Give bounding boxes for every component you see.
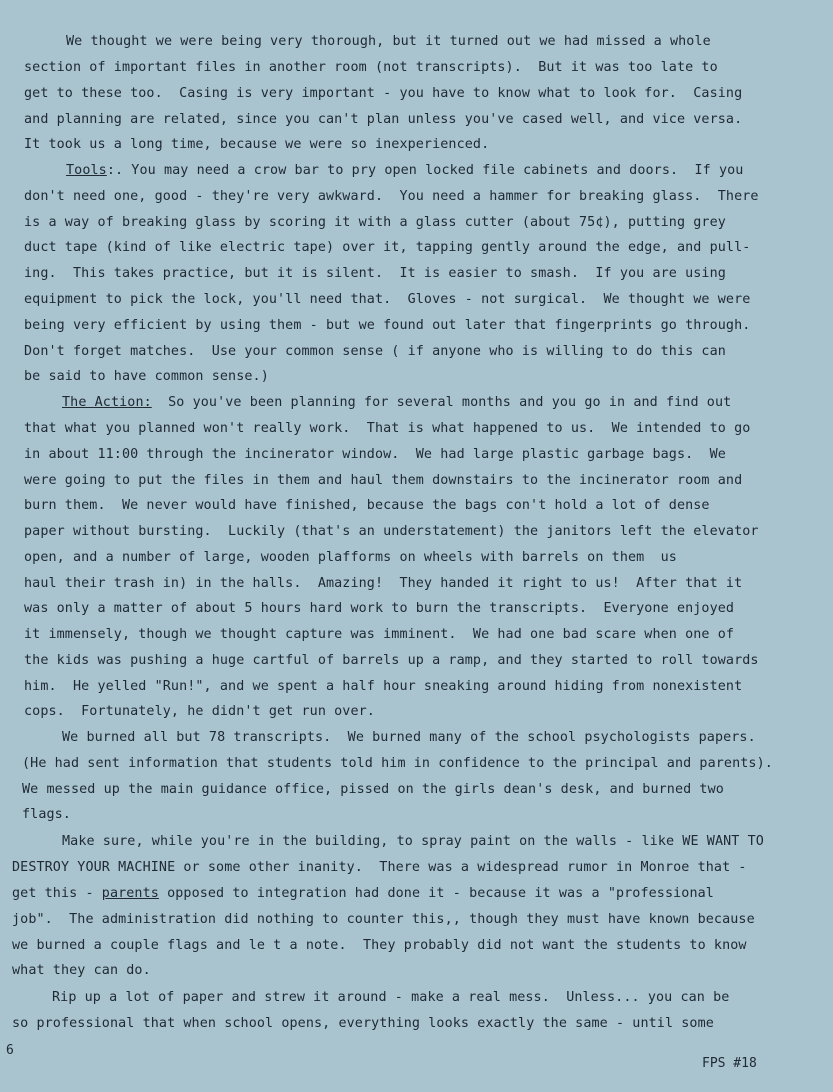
text-content: (He had sent information that students told him in confidence to the principal and parents).	[22, 756, 773, 771]
text-line	[12, 912, 755, 928]
text-line	[24, 498, 710, 514]
text-content: so professional that when school opens, everything looks exactly the same - until some	[12, 1016, 714, 1031]
text-line	[24, 266, 726, 282]
text-content: flags.	[22, 807, 71, 822]
text-line	[24, 473, 742, 489]
text-content: duct tape (kind of like electric tape) over it, tapping gently around the edge, and pull-	[24, 240, 751, 255]
text-line	[24, 344, 726, 360]
text-content: be said to have common sense.)	[24, 369, 269, 384]
text-content: what they can do.	[12, 963, 151, 978]
text-content: So you've been planning for several months and you go in and find out	[151, 395, 732, 410]
text-line	[24, 550, 677, 566]
text-line	[66, 34, 711, 50]
text-line	[24, 653, 759, 669]
text-content: It took us a long time, because we were so inexperienced.	[24, 137, 490, 152]
text-line	[24, 679, 742, 695]
text-content: that what you planned won't really work. That is what happened to us. We intended to go	[24, 421, 751, 436]
text-line	[24, 240, 750, 256]
text-content: cops. Fortunately, he didn't get run over.	[24, 704, 375, 719]
text-line	[24, 112, 742, 128]
text-line	[62, 834, 764, 850]
text-content: job". The administration did nothing to counter this,, though they must have known because	[12, 912, 755, 927]
text-content: it immensely, though we thought capture was imminent. We had one bad scare when one of	[24, 627, 735, 642]
text-content: get to these too. Casing is very important - you have to know what to look for. Casing	[24, 86, 743, 101]
text-content: ing. This takes practice, but it is silent. It is easier to smash. If you are using	[24, 266, 726, 281]
text-content: section of important files in another room (not transcripts). But it was too late to	[24, 60, 718, 75]
text-line	[12, 860, 747, 876]
text-line	[24, 421, 750, 437]
source-label: FPS #18	[702, 1056, 757, 1071]
text-content: we burned a couple flags and le t a note. They probably did not want the students to know	[12, 938, 747, 953]
text-content: open, and a number of large, wooden plafforms on wheels with barrels on them us	[24, 550, 677, 565]
text-line	[24, 524, 759, 540]
text-content: Make sure, while you're in the building, to spray paint on the walls - like WE WANT TO	[62, 834, 764, 849]
text-line	[24, 189, 759, 205]
text-content: We burned all but 78 transcripts. We burned many of the school psychologists papers.	[62, 730, 756, 745]
text-content: being very efficient by using them - but we found out later that fingerprints go through.	[24, 318, 751, 333]
text-line	[24, 60, 718, 76]
text-line	[22, 756, 773, 772]
text-line	[24, 704, 375, 720]
underlined-heading: parents	[101, 886, 159, 901]
text-content: :. You may need a crow bar to pry open locked file cabinets and doors. If you	[106, 163, 744, 178]
text-content: and planning are related, since you can't plan unless you've cased well, and vice versa.	[24, 112, 743, 127]
text-line	[24, 215, 726, 231]
text-content: burn them. We never would have finished, because the bags con't hold a lot of dense	[24, 498, 710, 513]
text-content: DESTROY YOUR MACHINE or some other inanity. There was a widespread rumor in Monroe that -	[12, 860, 747, 875]
text-line	[22, 807, 71, 823]
text-content: equipment to pick the lock, you'll need that. Gloves - not surgical. We thought we were	[24, 292, 751, 307]
text-content: paper without bursting. Luckily (that's an understatement) the janitors left the elevator	[24, 524, 759, 539]
text-line	[24, 627, 734, 643]
text-prefix: get this -	[12, 886, 102, 901]
text-line	[24, 318, 750, 334]
text-line	[52, 990, 729, 1006]
text-content: opposed to integration had done it - because it was a "professional	[158, 886, 714, 901]
text-line	[24, 137, 489, 153]
text-content: him. He yelled "Run!", and we spent a half hour sneaking around hiding from nonexistent	[24, 679, 743, 694]
underlined-heading: The Action:	[62, 395, 152, 410]
text-line	[12, 963, 151, 979]
text-content: We thought we were being very thorough, but it turned out we had missed a whole	[66, 34, 711, 49]
text-line	[24, 576, 742, 592]
text-line	[12, 938, 747, 954]
text-line	[62, 730, 756, 746]
text-content: were going to put the files in them and haul them downstairs to the incinerator room and	[24, 473, 743, 488]
text-content: haul their trash in) in the halls. Amazing! They handed it right to us! After that it	[24, 576, 743, 591]
text-content: the kids was pushing a huge cartful of barrels up a ramp, and they started to roll towards	[24, 653, 759, 668]
text-content: Rip up a lot of paper and strew it around - make a real mess. Unless... you can be	[52, 990, 730, 1005]
text-content: don't need one, good - they're very awkward. You need a hammer for breaking glass. There	[24, 189, 759, 204]
text-line	[24, 292, 750, 308]
text-line	[24, 447, 726, 463]
text-content: Don't forget matches. Use your common sense ( if anyone who is willing to do this can	[24, 344, 726, 359]
text-content: is a way of breaking glass by scoring it with a glass cutter (about 75¢), putting grey	[24, 215, 726, 230]
text-line	[24, 369, 269, 385]
text-line	[24, 601, 734, 617]
underlined-heading: Tools	[66, 163, 107, 178]
text-content: We messed up the main guidance office, pissed on the girls dean's desk, and burned two	[22, 782, 724, 797]
text-line	[12, 1016, 714, 1032]
text-line	[66, 163, 743, 179]
text-line	[62, 395, 731, 411]
text-content: was only a matter of about 5 hours hard work to burn the transcripts. Everyone enjoyed	[24, 601, 735, 616]
text-line	[22, 782, 724, 798]
text-line	[24, 86, 742, 102]
text-content: in about 11:00 through the incinerator window. We had large plastic garbage bags. We	[24, 447, 726, 462]
page-number: 6	[6, 1043, 14, 1058]
text-line	[12, 886, 714, 902]
